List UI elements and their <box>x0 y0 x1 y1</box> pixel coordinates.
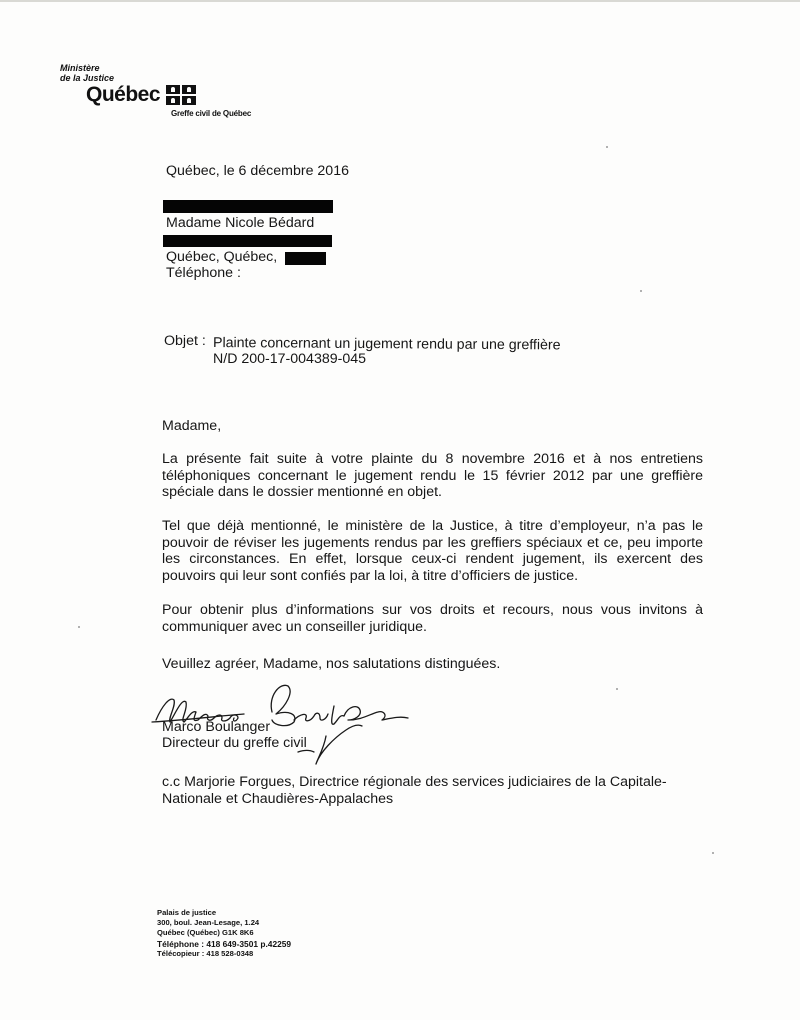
footer-line: Téléphone : 418 649-3501 p.42259 <box>157 938 292 949</box>
date-line: Québec, le 6 décembre 2016 <box>166 163 349 179</box>
recipient-name: Madame Nicole Bédard <box>166 215 315 231</box>
subject-label: Objet : <box>164 333 206 349</box>
office-name: Greffe civil de Québec <box>171 109 252 118</box>
recipient-city: Québec, Québec, <box>166 249 278 265</box>
quebec-wordmark: Québec <box>86 83 161 106</box>
scan-speck <box>640 290 642 292</box>
subject-text: Plainte concernant un jugement rendu par une greffière <box>212 335 561 354</box>
footer-line: 300, boul. Jean-Lesage, 1.24 <box>157 918 260 928</box>
scan-speck <box>712 852 714 854</box>
body-paragraph: Pour obtenir plus d’informations sur vos droits et recours, nous vous invitons à communiquer avec un conseiller juridique. <box>162 602 703 635</box>
redaction-bar <box>163 235 332 247</box>
scan-speck <box>616 688 618 690</box>
redaction-bar <box>285 252 326 265</box>
signatory-name: Marco Boulanger <box>162 719 271 735</box>
subject-reference: N/D 200-17-004389-045 <box>213 351 367 367</box>
cc-line-1: c.c Marjorie Forgues, Directrice régionale des services judiciaires de la Capitale- <box>162 774 667 790</box>
scan-edge <box>0 0 800 2</box>
letterhead-logo <box>60 63 251 118</box>
footer-line: Palais de justice <box>157 908 217 917</box>
quebec-wordmark-row <box>86 83 251 107</box>
body-paragraph: La présente fait suite à votre plainte du 8 novembre 2016 et à nos entretiens téléphoniques concernant le jugement rendu le 15 février 2012 par une greffière spéciale dans le dossier mentionné en objet. <box>162 451 703 500</box>
redaction-bar <box>163 200 333 213</box>
footer-line: Télécopieur : 418 528-0348 <box>157 948 254 958</box>
scan-speck <box>78 626 80 628</box>
cc-line-2: Nationale et Chaudières-Appalaches <box>162 791 394 807</box>
ministry-line-2: de la Justice <box>60 73 115 83</box>
signatory-title: Directeur du greffe civil <box>162 735 307 751</box>
closing-line: Veuillez agréer, Madame, nos salutations distinguées. <box>162 656 501 672</box>
scan-speck <box>606 146 608 148</box>
body-paragraph: Tel que déjà mentionné, le ministère de la Justice, à titre d’employeur, n’a pas le pouvoir de réviser les jugements rendus par les greffiers spéciaux et ce, peu importe les circonstances. En effet, lorsque ceux-ci rendent jugement, ils exercent des pouvoirs qui leur sont confiés par la loi, à titre d’officiers de justice. <box>162 518 703 584</box>
ministry-line-1: Ministère <box>60 63 100 73</box>
footer-address <box>157 908 291 959</box>
fleurdelise-flag-icon <box>166 85 196 105</box>
footer-line: Québec (Québec) G1K 8K6 <box>157 928 254 938</box>
salutation: Madame, <box>162 418 222 434</box>
recipient-phone-label: Téléphone : <box>166 265 241 281</box>
